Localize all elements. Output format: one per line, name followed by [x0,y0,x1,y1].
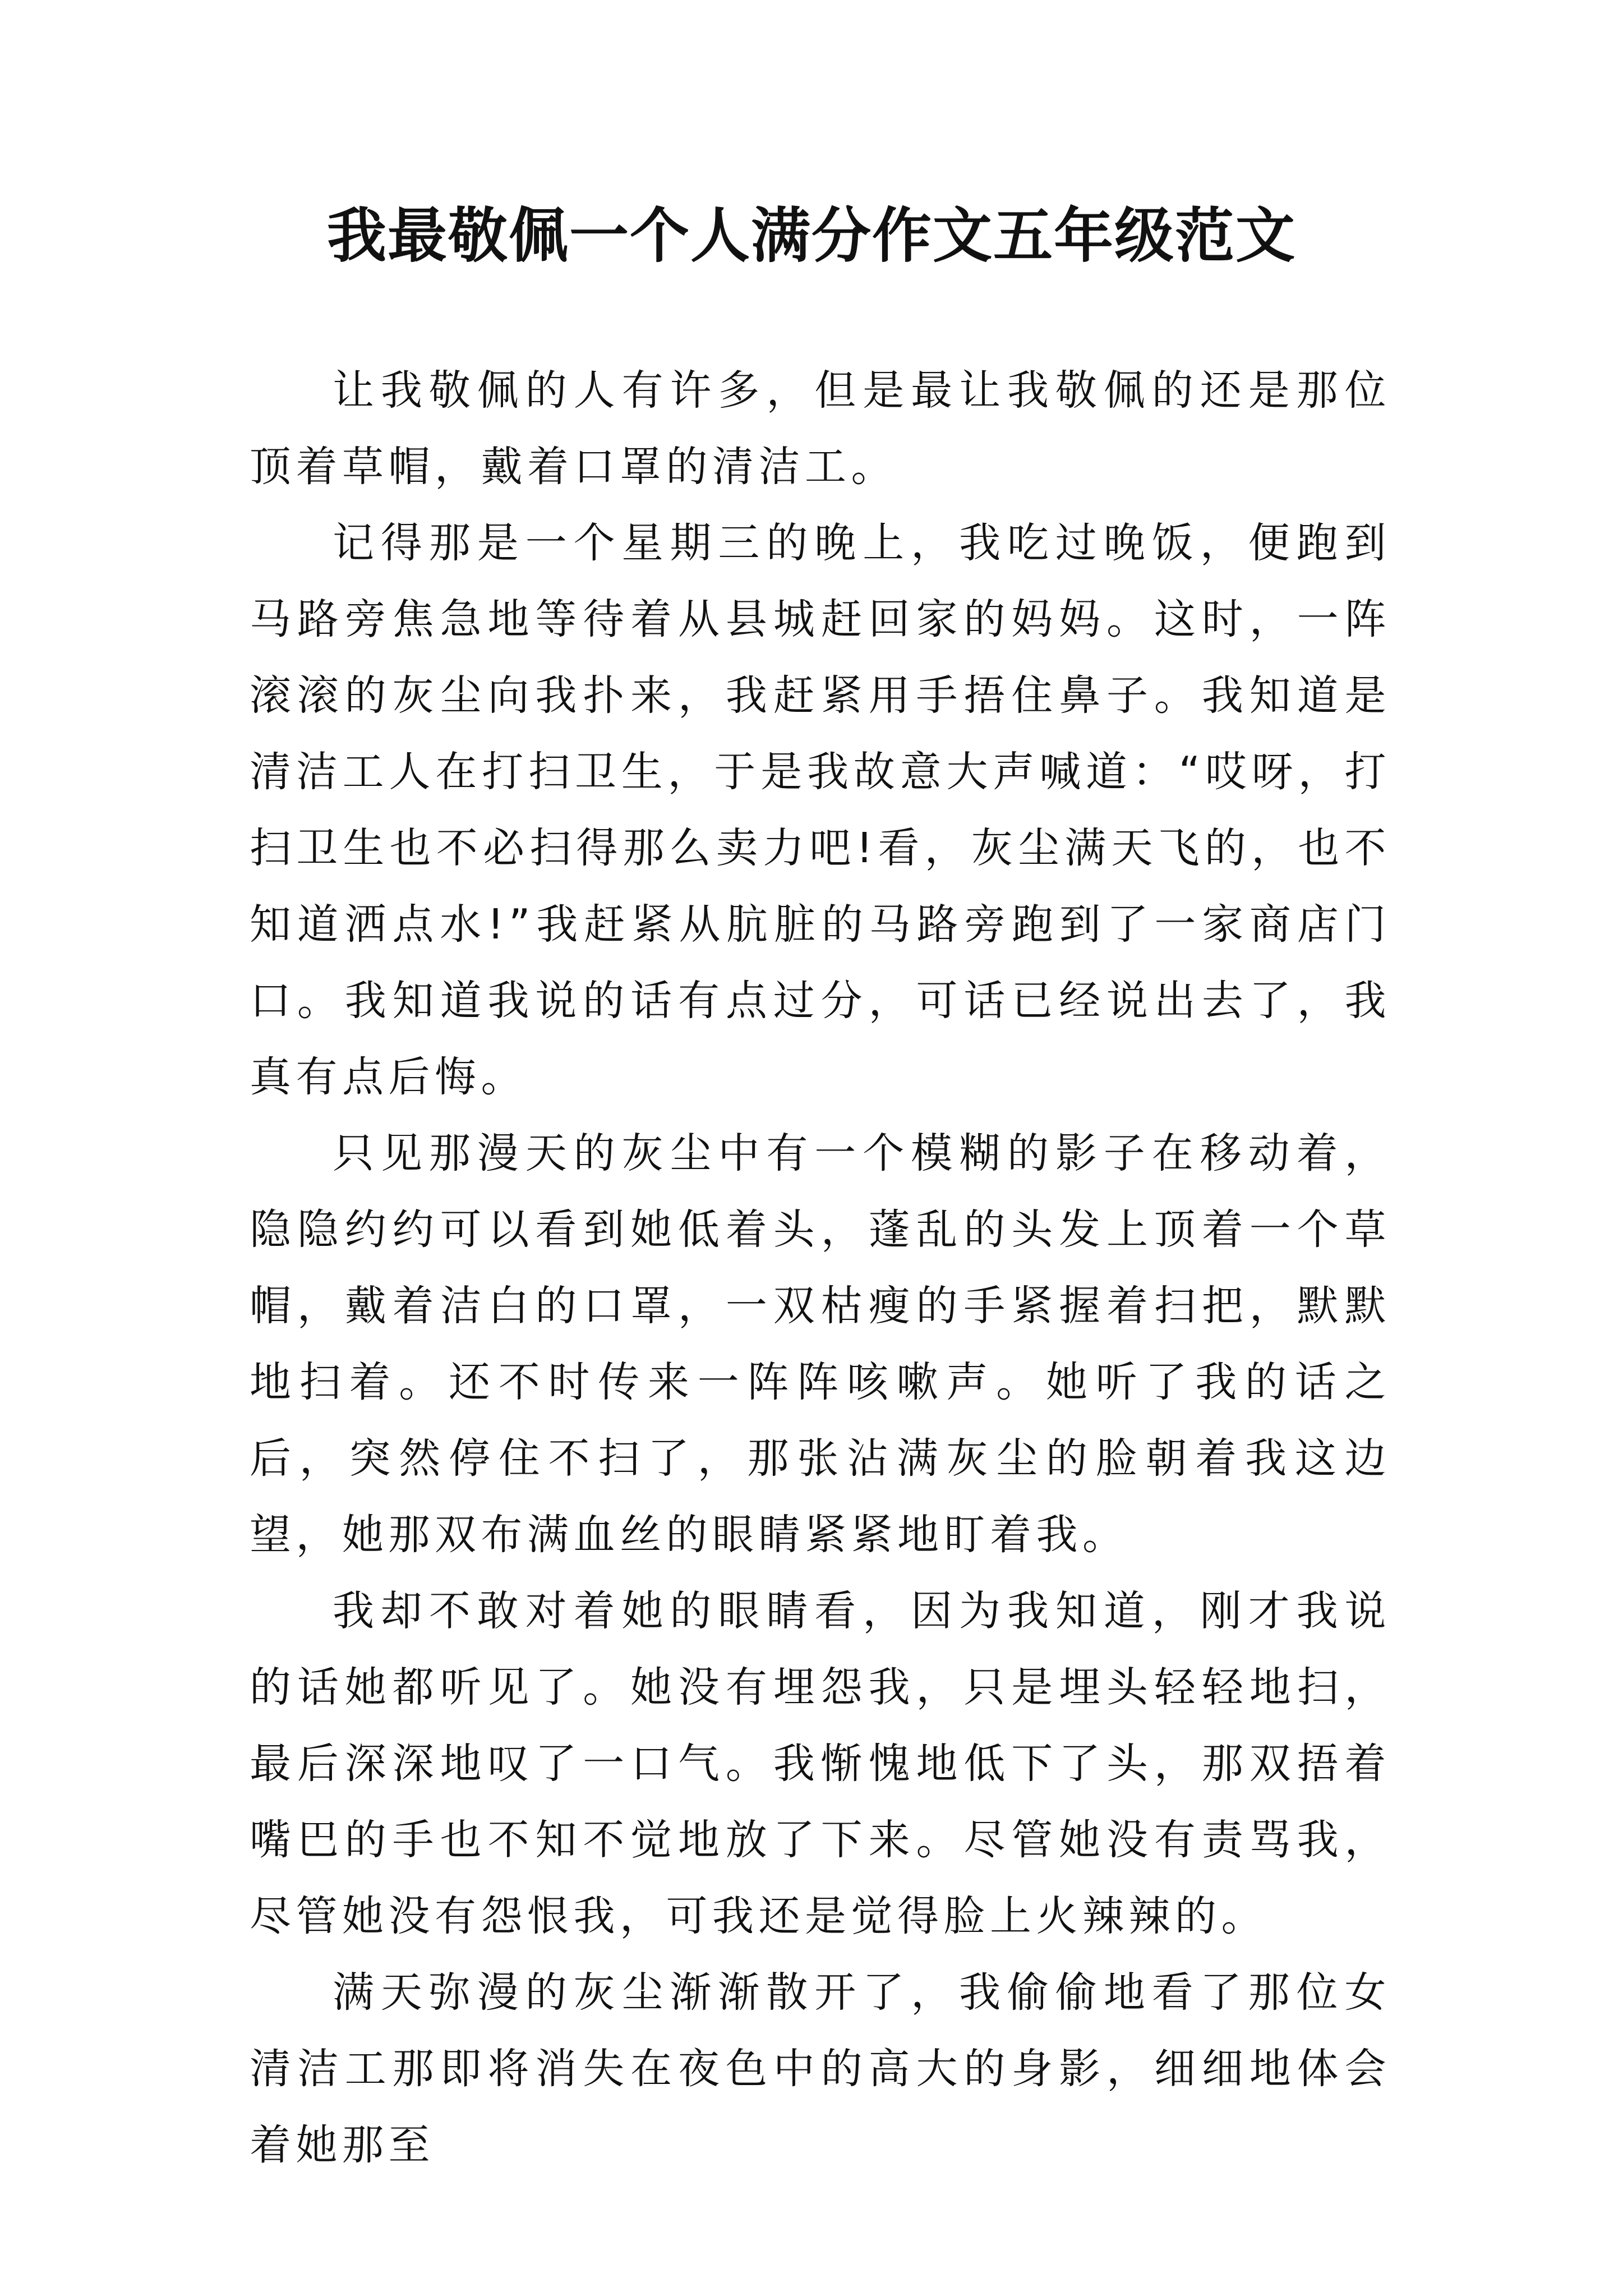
paragraph: 满天弥漫的灰尘渐渐散开了，我偷偷地看了那位女清洁工那即将消失在夜色中的高大的身影，细细地体会着她那至 [250,1968,1391,2169]
paragraph: 记得那是一个星期三的晚上，我吃过晚饭，便跑到马路旁焦急地等待着从县城赶回家的妈妈。这时，一阵滚滚的灰尘向我扑来，我赶紧用手捂住鼻子。我知道是清洁工人在打扫卫生，于是我故意大声喊道：“哎呀，打扫卫生也不必扫得那么卖力吧!看，灰尘满天飞的，也不知道洒点水!”我赶紧从肮脏的马路旁跑到了一家商店门口。我知道我说的话有点过分，可话已经说出去了，我真有点后悔。 [250,519,1391,1101]
paragraph: 只见那漫天的灰尘中有一个模糊的影子在移动着，隐隐约约可以看到她低着头，蓬乱的头发上顶着一个草帽，戴着洁白的口罩，一双枯瘦的手紧握着扫把，默默地扫着。还不时传来一阵阵咳嗽声。她听了我的话之后，突然停住不扫了，那张沾满灰尘的脸朝着我这边望，她那双布满血丝的眼睛紧紧地盯着我。 [250,1129,1391,1559]
document-body [250,352,1391,2183]
document-title: 我最敬佩一个人满分作文五年级范文 [327,200,1296,270]
paragraph: 我却不敢对着她的眼睛看，因为我知道，刚才我说的话她都听见了。她没有埋怨我，只是埋头轻轻地扫，最后深深地叹了一口气。我惭愧地低下了头，那双捂着嘴巴的手也不知不觉地放了下来。尽管她没有责骂我，尽管她没有怨恨我，可我还是觉得脸上火辣辣的。 [250,1587,1391,1940]
paragraph: 让我敬佩的人有许多，但是最让我敬佩的还是那位顶着草帽，戴着口罩的清洁工。 [250,366,1391,491]
